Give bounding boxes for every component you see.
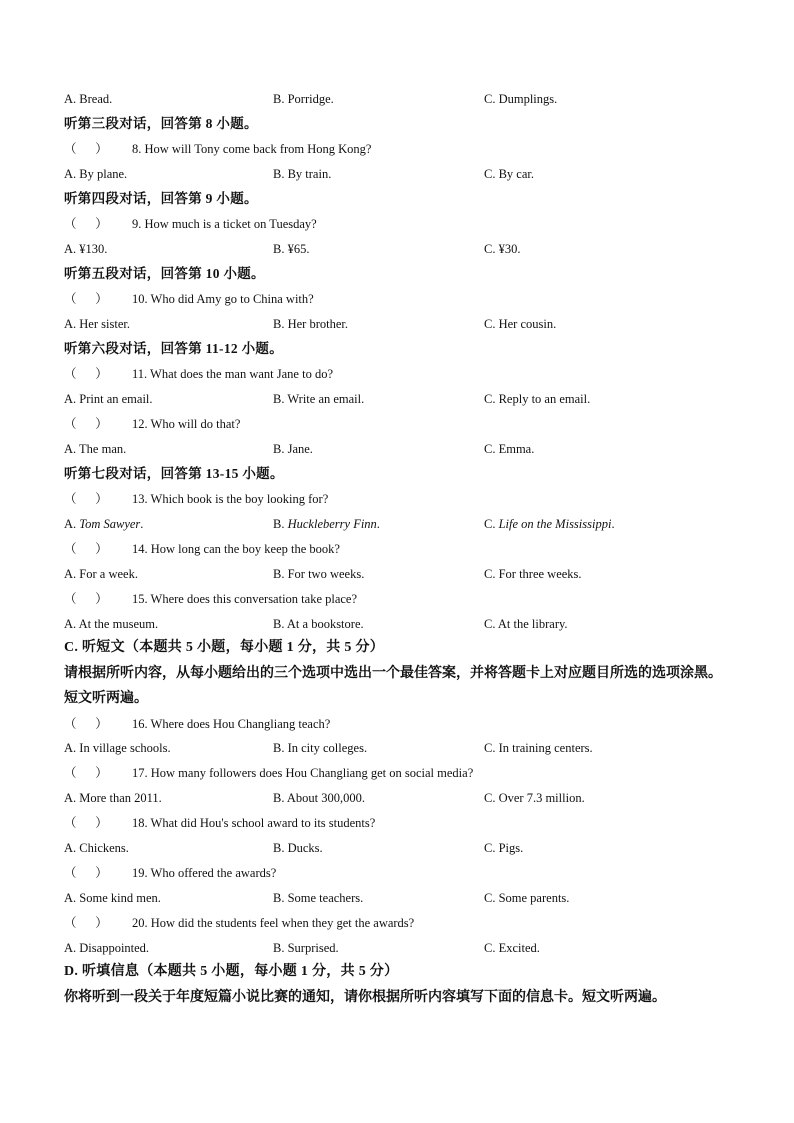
q8-option-a[interactable]: A. By plane. bbox=[64, 167, 128, 181]
q12-option-a[interactable]: A. The man. bbox=[64, 442, 127, 456]
option-letter: C. bbox=[484, 517, 499, 531]
answer-blank[interactable]: （ ） bbox=[64, 292, 108, 306]
q10-option-c[interactable]: C. Her cousin. bbox=[484, 317, 557, 331]
q16-option-a[interactable]: A. In village schools. bbox=[64, 741, 171, 755]
part-d-instructions: 你将听到一段关于年度短篇小说比赛的通知，请你根据所听内容填写下面的信息卡。短文听两遍。 bbox=[64, 990, 666, 1005]
q12-option-c[interactable]: C. Emma. bbox=[484, 442, 535, 456]
q14-option-c[interactable]: C. For three weeks. bbox=[484, 567, 582, 581]
question-13-text: 13. Which book is the boy looking for? bbox=[132, 492, 329, 506]
book-title: Life on the Mississippi bbox=[498, 517, 612, 531]
question-11 bbox=[64, 364, 333, 384]
book-title: Tom Sawyer bbox=[79, 517, 141, 531]
q20-option-a[interactable]: A. Disappointed. bbox=[64, 941, 150, 955]
question-13 bbox=[64, 489, 328, 509]
q18-option-b[interactable]: B. Ducks. bbox=[273, 841, 323, 855]
q20-option-c[interactable]: C. Excited. bbox=[484, 941, 540, 955]
question-10 bbox=[64, 289, 314, 309]
question-17 bbox=[64, 763, 473, 783]
q16-option-c[interactable]: C. In training centers. bbox=[484, 741, 593, 755]
answer-blank[interactable]: （ ） bbox=[64, 592, 108, 606]
q11-option-a[interactable]: A. Print an email. bbox=[64, 392, 153, 406]
answer-blank[interactable]: （ ） bbox=[64, 816, 108, 830]
q17-option-a[interactable]: A. More than 2011. bbox=[64, 791, 162, 805]
question-12-text: 12. Who will do that? bbox=[132, 417, 241, 431]
part-c-title: C. 听短文（本题共 5 小题，每小题 1 分，共 5 分） bbox=[64, 640, 385, 655]
answer-blank[interactable]: （ ） bbox=[64, 766, 108, 780]
question-18-text: 18. What did Hou's school award to its students? bbox=[132, 816, 376, 830]
q16-option-b[interactable]: B. In city colleges. bbox=[273, 741, 368, 755]
q20-option-b[interactable]: B. Surprised. bbox=[273, 941, 339, 955]
q12-option-b[interactable]: B. Jane. bbox=[273, 442, 313, 456]
answer-blank[interactable]: （ ） bbox=[64, 142, 108, 156]
q18-option-c[interactable]: C. Pigs. bbox=[484, 841, 524, 855]
question-16-text: 16. Where does Hou Changliang teach? bbox=[132, 717, 331, 731]
answer-blank[interactable]: （ ） bbox=[64, 717, 108, 731]
q7-option-a[interactable]: A. Bread. bbox=[64, 92, 113, 106]
q7-option-b[interactable]: B. Porridge. bbox=[273, 92, 334, 106]
period: . bbox=[611, 517, 615, 531]
q13-option-b[interactable] bbox=[273, 514, 380, 534]
question-14-text: 14. How long can the boy keep the book? bbox=[132, 542, 340, 556]
period: . bbox=[140, 517, 144, 531]
question-17-text: 17. How many followers does Hou Changliang get on social media? bbox=[132, 766, 474, 780]
answer-blank[interactable]: （ ） bbox=[64, 492, 108, 506]
q17-option-b[interactable]: B. About 300,000. bbox=[273, 791, 366, 805]
q15-option-b[interactable]: B. At a bookstore. bbox=[273, 617, 364, 631]
question-18 bbox=[64, 813, 375, 833]
q14-option-b[interactable]: B. For two weeks. bbox=[273, 567, 365, 581]
q9-option-c[interactable]: C. ¥30. bbox=[484, 242, 521, 256]
q11-option-c[interactable]: C. Reply to an email. bbox=[484, 392, 591, 406]
q10-option-a[interactable]: A. Her sister. bbox=[64, 317, 130, 331]
q10-option-b[interactable]: B. Her brother. bbox=[273, 317, 348, 331]
q15-option-a[interactable]: A. At the museum. bbox=[64, 617, 159, 631]
q15-option-c[interactable]: C. At the library. bbox=[484, 617, 568, 631]
q9-option-b[interactable]: B. ¥65. bbox=[273, 242, 310, 256]
q8-option-b[interactable]: B. By train. bbox=[273, 167, 332, 181]
q19-option-c[interactable]: C. Some parents. bbox=[484, 891, 570, 905]
answer-blank[interactable]: （ ） bbox=[64, 542, 108, 556]
section-6-heading: 听第六段对话，回答第 11-12 小题。 bbox=[64, 341, 284, 356]
question-14 bbox=[64, 539, 340, 559]
q8-option-c[interactable]: C. By car. bbox=[484, 167, 534, 181]
question-8 bbox=[64, 139, 371, 159]
q13-option-c[interactable] bbox=[484, 514, 615, 534]
answer-blank[interactable]: （ ） bbox=[64, 417, 108, 431]
question-12 bbox=[64, 414, 240, 434]
section-7-heading: 听第七段对话，回答第 13-15 小题。 bbox=[64, 466, 284, 481]
question-8-text: 8. How will Tony come back from Hong Kong? bbox=[132, 142, 372, 156]
answer-blank[interactable]: （ ） bbox=[64, 916, 108, 930]
question-9 bbox=[64, 214, 317, 234]
option-letter: B. bbox=[273, 517, 288, 531]
q19-option-a[interactable]: A. Some kind men. bbox=[64, 891, 161, 905]
section-3-heading: 听第三段对话，回答第 8 小题。 bbox=[64, 116, 258, 131]
question-20 bbox=[64, 913, 414, 933]
answer-blank[interactable]: （ ） bbox=[64, 367, 108, 381]
part-c-instructions: 请根据所听内容，从每小题给出的三个选项中选出一个最佳答案，并将答题卡上对应题目所选的选项涂黑。短文听两遍。 bbox=[64, 666, 722, 706]
q18-option-a[interactable]: A. Chickens. bbox=[64, 841, 129, 855]
question-9-text: 9. How much is a ticket on Tuesday? bbox=[132, 217, 317, 231]
answer-blank[interactable]: （ ） bbox=[64, 866, 108, 880]
option-letter: A. bbox=[64, 517, 80, 531]
question-19 bbox=[64, 863, 276, 883]
section-4-heading: 听第四段对话，回答第 9 小题。 bbox=[64, 191, 258, 206]
book-title: Huckleberry Finn bbox=[287, 517, 377, 531]
q14-option-a[interactable]: A. For a week. bbox=[64, 567, 138, 581]
q17-option-c[interactable]: C. Over 7.3 million. bbox=[484, 791, 585, 805]
q19-option-b[interactable]: B. Some teachers. bbox=[273, 891, 364, 905]
section-5-heading: 听第五段对话，回答第 10 小题。 bbox=[64, 266, 265, 281]
period: . bbox=[376, 517, 380, 531]
answer-blank[interactable]: （ ） bbox=[64, 217, 108, 231]
question-19-text: 19. Who offered the awards? bbox=[132, 866, 277, 880]
question-15-text: 15. Where does this conversation take place? bbox=[132, 592, 358, 606]
question-15 bbox=[64, 589, 357, 609]
question-16 bbox=[64, 714, 330, 734]
q11-option-b[interactable]: B. Write an email. bbox=[273, 392, 365, 406]
question-11-text: 11. What does the man want Jane to do? bbox=[132, 367, 333, 381]
q13-option-a[interactable] bbox=[64, 514, 143, 534]
question-10-text: 10. Who did Amy go to China with? bbox=[132, 292, 314, 306]
q9-option-a[interactable]: A. ¥130. bbox=[64, 242, 108, 256]
question-20-text: 20. How did the students feel when they get the awards? bbox=[132, 916, 415, 930]
part-d-title: D. 听填信息（本题共 5 小题，每小题 1 分，共 5 分） bbox=[64, 964, 399, 979]
q7-option-c[interactable]: C. Dumplings. bbox=[484, 92, 558, 106]
